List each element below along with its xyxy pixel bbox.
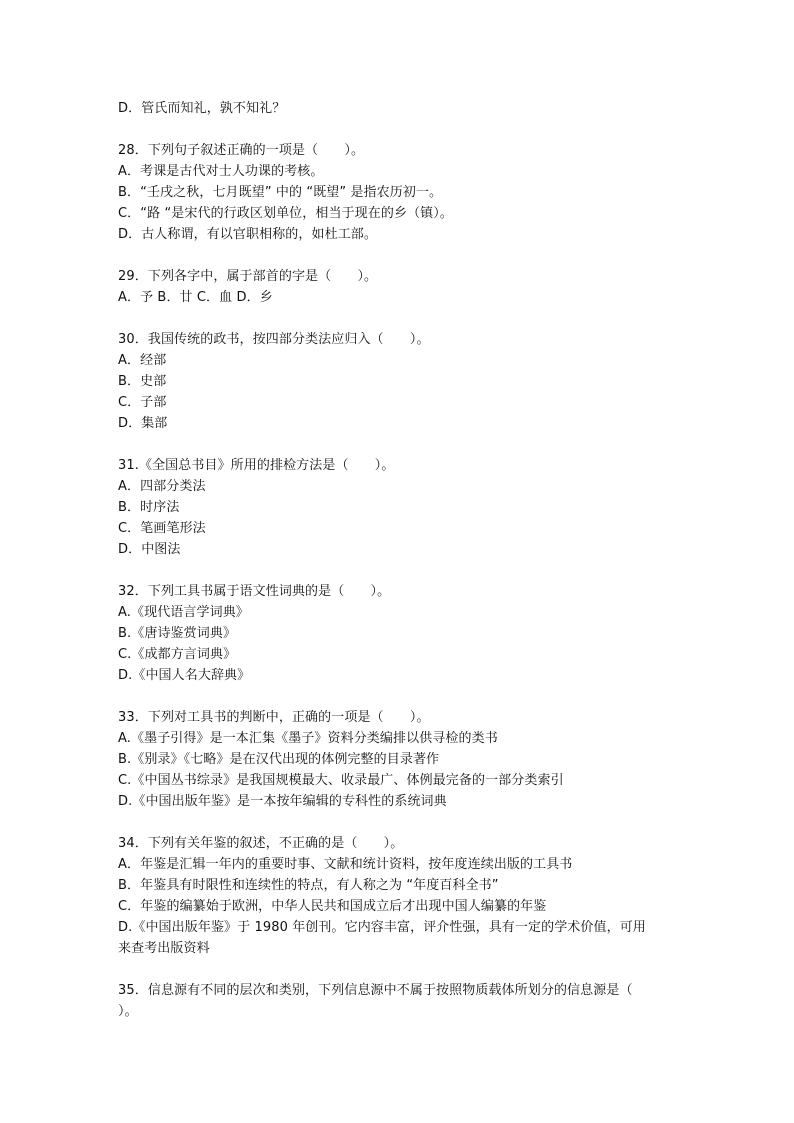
- question-28: [118, 140, 678, 245]
- option-a: A.《墨子引得》是一本汇集《墨子》资料分类编排以供寻检的类书: [118, 731, 498, 746]
- question-stem: 28．下列句子叙述正确的一项是（ ）。: [118, 143, 365, 158]
- options-inline: A．予 B．廿 C．血 D．乡: [118, 290, 273, 305]
- option-d: D.《中国出版年鉴》是一本按年编辑的专科性的系统词典: [118, 794, 447, 809]
- option-a: A．年鉴是汇辑一年内的重要时事、文献和统计资料，按年度连续出版的工具书: [118, 857, 573, 872]
- option-b: B.《唐诗鉴赏词典》: [118, 626, 237, 641]
- option-b: B.《别录》《七略》是在汉代出现的体例完整的目录著作: [118, 752, 440, 767]
- option-a: A.《现代语言学词典》: [118, 605, 249, 620]
- option-c: C．子部: [118, 395, 167, 410]
- option-d: D.《中国人名大辞典》: [118, 668, 251, 683]
- question-30: [118, 329, 678, 434]
- option-c: C.《中国丛书综录》是我国规模最大、收录最广、体例最完备的一部分类索引: [118, 773, 564, 788]
- question-33: [118, 707, 678, 812]
- question-32: [118, 581, 678, 686]
- question-stem: 32．下列工具书属于语文性词典的是（ ）。: [118, 584, 391, 599]
- option-d-continued: 来查考出版资料: [118, 941, 210, 956]
- question-stem: 30．我国传统的政书，按四部分类法应归入（ ）。: [118, 332, 430, 347]
- question-stem: 34．下列有关年鉴的叙述，不正确的是（ ）。: [118, 836, 404, 851]
- option-b: B．时序法: [118, 500, 180, 515]
- question-stem: 35．信息源有不同的层次和类别，下列信息源中不属于按照物质载体所划分的信息源是（: [118, 983, 633, 998]
- document-page: [118, 98, 678, 1022]
- question-stem: 29．下列各字中，属于部首的字是（ ）。: [118, 269, 378, 284]
- question-31: [118, 455, 678, 560]
- question-stem: 33．下列对工具书的判断中，正确的一项是（ ）。: [118, 710, 430, 725]
- option-d: D．古人称谓，有以官职相称的，如杜工部。: [118, 227, 378, 242]
- option-c: C．笔画笔形法: [118, 521, 206, 536]
- question-stem-continued: ）。: [118, 1004, 138, 1019]
- option-b: B．“壬戌之秋，七月既望” 中的 “既望” 是指农历初一。: [118, 185, 443, 200]
- option-a: A．考课是古代对士人功课的考核。: [118, 164, 324, 179]
- question-stem: 31.《全国总书目》所用的排检方法是（ ）。: [118, 458, 395, 473]
- option-a: A．四部分类法: [118, 479, 206, 494]
- previous-option-d: D．管氏而知礼，孰不知礼？: [118, 101, 286, 116]
- option-b: B．年鉴具有时限性和连续性的特点，有人称之为 “年度百科全书”: [118, 878, 499, 893]
- option-c: C.《成都方言词典》: [118, 647, 237, 662]
- option-b: B．史部: [118, 374, 167, 389]
- option-c: C．年鉴的编纂始于欧洲，中华人民共和国成立后才出现中国人编纂的年鉴: [118, 899, 547, 914]
- question-35: [118, 980, 678, 1022]
- option-c: C．“路 “是宋代的行政区划单位，相当于现在的乡（镇）。: [118, 206, 453, 221]
- option-d: D．集部: [118, 416, 168, 431]
- option-a: A．经部: [118, 353, 167, 368]
- question-29: [118, 266, 678, 308]
- option-d: D.《中国出版年鉴》于 1980 年创刊。它内容丰富，评介性强，具有一定的学术价值，可用: [118, 920, 646, 935]
- option-d: D．中图法: [118, 542, 181, 557]
- question-34: [118, 833, 678, 959]
